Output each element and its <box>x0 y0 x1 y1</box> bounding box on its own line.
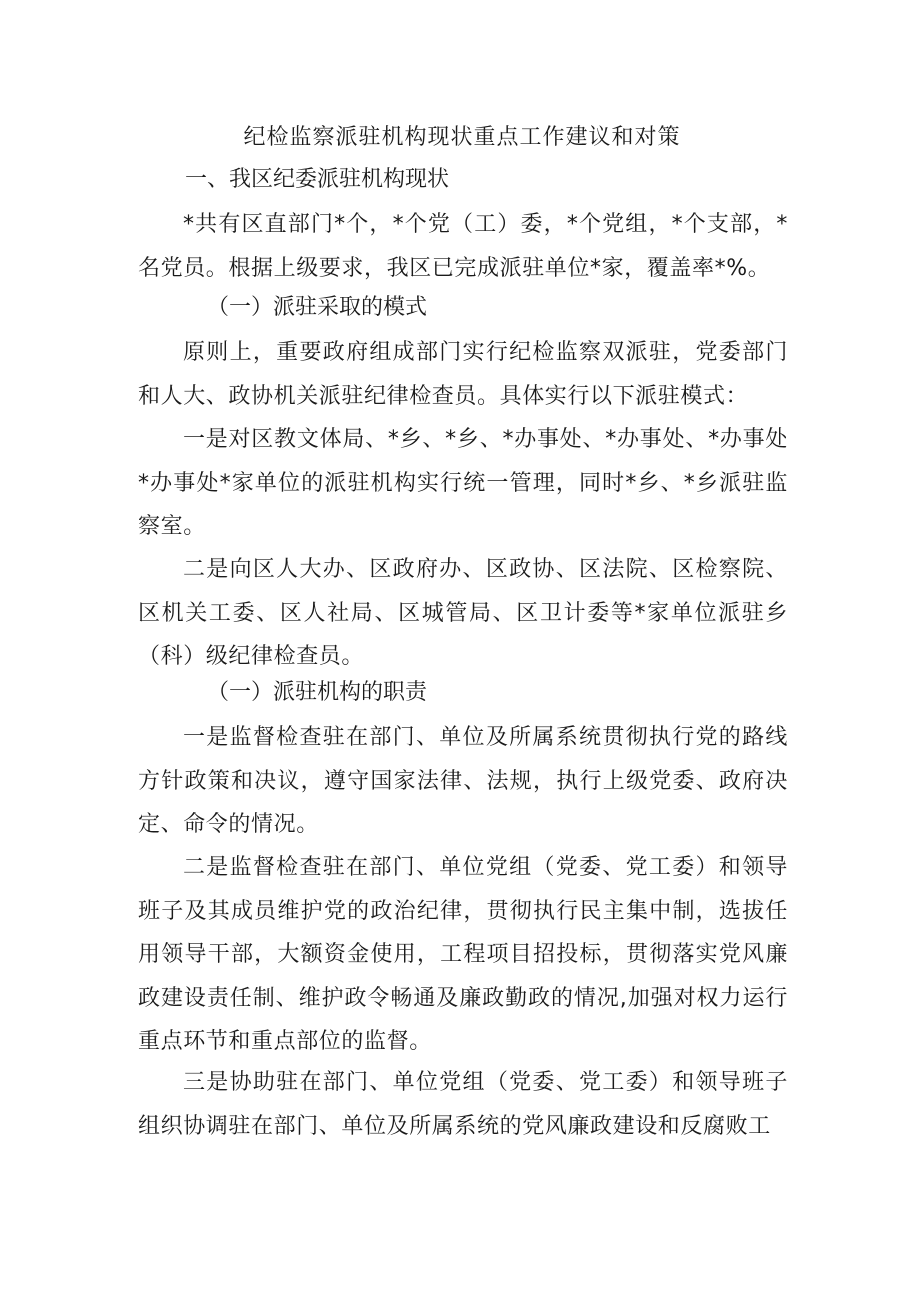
paragraph-duty-2: 二是监督检查驻在部门、单位党组（党委、党工委）和领导班子及其成员维护党的政治纪律，贯彻执行民主集中制，选拔任用领导干部，大额资金使用，工程项目招投标，贯彻落实党风廉政建设责任制、维护政令畅通及廉政勤政的情况,加强对权力运行重点环节和重点部位的监督。 <box>138 855 788 1054</box>
document-title: 纪检监察派驻机构现状重点工作建议和对策 <box>243 125 681 150</box>
section-heading-status: 一、我区纪委派驻机构现状 <box>185 167 450 192</box>
subsection-heading-model: （一）派驻采取的模式 <box>207 295 428 320</box>
paragraph-duty-1: 一是监督检查驻在部门、单位及所属系统贯彻执行党的路线方针政策和决议，遵守国家法律、法规，执行上级党委、政府决定、命令的情况。 <box>138 725 788 837</box>
paragraph-model-2: 二是向区人大办、区政府办、区政协、区法院、区检察院、区机关工委、区人社局、区城管局、区卫计委等*家单位派驻乡（科）级纪律检查员。 <box>138 557 788 669</box>
paragraph-model-1: 一是对区教文体局、*乡、*乡、*办事处、*办事处、*办事处*办事处*家单位的派驻机构实行统一管理，同时*乡、*乡派驻监察室。 <box>138 427 788 539</box>
paragraph-duty-3: 三是协助驻在部门、单位党组（党委、党工委）和领导班子组织协调驻在部门、单位及所属系统的党风廉政建设和反腐败工 <box>138 1070 788 1139</box>
subsection-heading-duties: （一）派驻机构的职责 <box>207 680 428 705</box>
paragraph-model-intro: 原则上，重要政府组成部门实行纪检监察双派驻，党委部门和人大、政协机关派驻纪律检查员。具体实行以下派驻模式： <box>138 340 788 409</box>
paragraph-overview: *共有区直部门*个，*个党（工）委，*个党组，*个支部，*名党员。根据上级要求，我区已完成派驻单位*家，覆盖率*%。 <box>138 212 788 281</box>
